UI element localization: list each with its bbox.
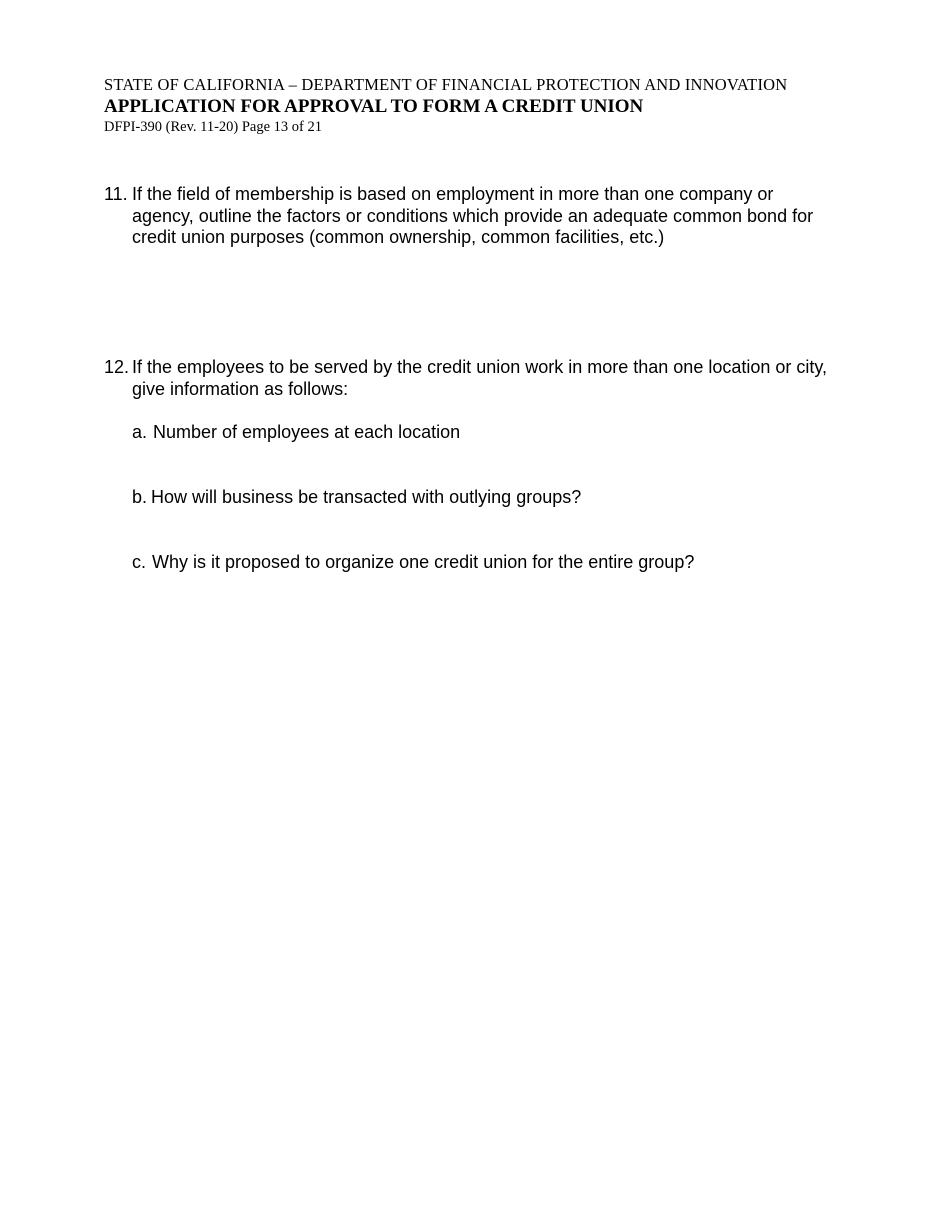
question-number: 12. <box>104 357 130 377</box>
question-text: If the employees to be served by the credit union work in more than one location or city, give information as follows: <box>132 357 828 399</box>
form-title: APPLICATION FOR APPROVAL TO FORM A CREDIT UNION <box>104 96 644 117</box>
subquestion-letter: b. <box>132 487 148 507</box>
subquestion-text: How will business be transacted with outlying groups? <box>151 487 582 507</box>
subquestion-letter: c. <box>132 552 147 572</box>
subquestion-text: Why is it proposed to organize one credit union for the entire group? <box>152 552 695 572</box>
subquestion-letter: a. <box>132 422 148 442</box>
subquestion-12b <box>132 487 581 509</box>
page-header <box>104 74 787 136</box>
question-number: 11. <box>104 184 128 204</box>
subquestion-text: Number of employees at each location <box>153 422 461 442</box>
form-id-page-number: DFPI-390 (Rev. 11-20) Page 13 of 21 <box>104 119 323 135</box>
question-text: If the field of membership is based on employment in more than one company or agency, outline the factors or conditions which provide an adequate common bond for credit union purposes (common ownership, common facilities, etc.) <box>132 184 814 247</box>
subquestion-12c <box>132 552 694 574</box>
question-12 <box>104 357 834 400</box>
subquestion-12a <box>132 422 460 444</box>
agency-name: STATE OF CALIFORNIA – DEPARTMENT OF FINANCIAL PROTECTION AND INNOVATION <box>104 75 788 94</box>
question-11 <box>104 184 834 249</box>
